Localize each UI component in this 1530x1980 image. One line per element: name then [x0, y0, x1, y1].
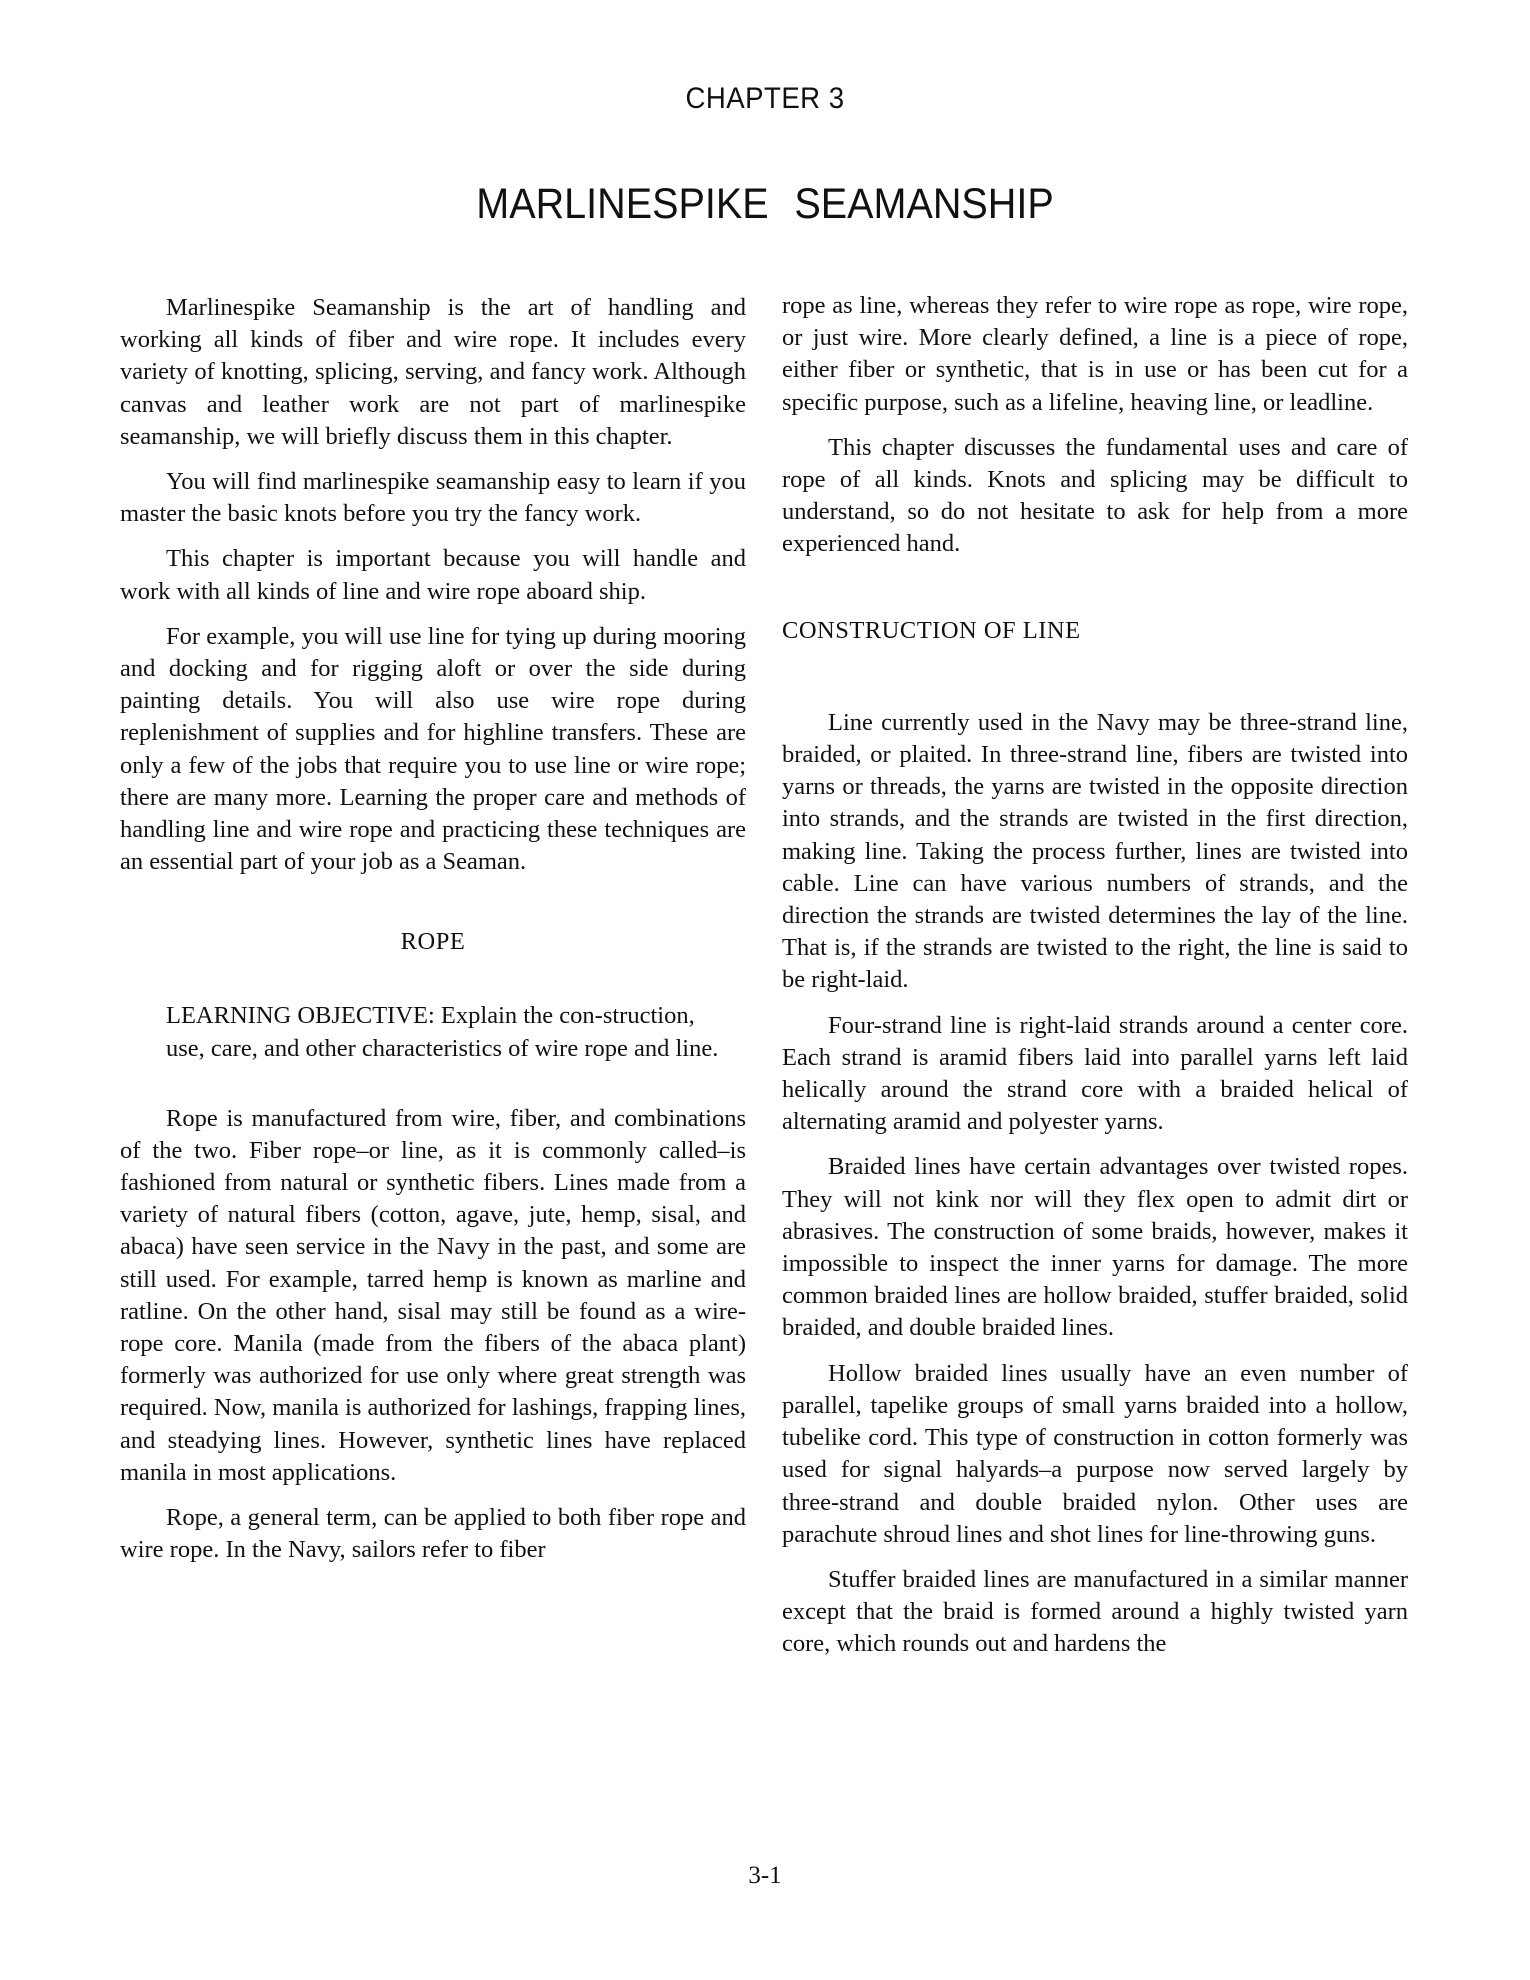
chapter-label: CHAPTER 3 — [685, 82, 845, 115]
paragraph: Marlinespike Seamanship is the art of handling and working all kinds of fiber and wire rope. It includes every variety of knotting, splicing, serving, and fancy work. Although canvas and leather work are not part of marlinespike seamanship, we will briefly discuss them in this chapter. — [120, 294, 746, 450]
paragraph: For example, you will use line for tying up during mooring and docking and for rigging aloft or over the side during painting details. You will also use wire rope during replenishment of supplies and for highline transfers. These are only a few of the jobs that require you to use line or wire rope; there are many more. Learning the proper care and methods of handling line and wire rope and practicing these techniques are an essential part of your job as a Seaman. — [120, 622, 746, 876]
section-heading-rope: ROPE — [400, 928, 466, 956]
left-column — [120, 292, 746, 1580]
right-column — [782, 290, 1408, 1674]
paragraph: Stuffer braided lines are manufactured in a similar manner except that the braid is formed around a highly twisted yarn core, which rounds out and hardens the — [782, 1565, 1408, 1658]
paragraph: Line currently used in the Navy may be three-strand line, braided, or plaited. In three-strand line, fibers are twisted into yarns or threads, the yarns are twisted in the opposite direction into strands, and the strands are twisted in the first direction, making line. Taking the process further, lines are twisted into cable. Line can have various numbers of strands, and the direction the strands are twisted determines the lay of the line. That is, if the strands are twisted to the right, the line is said to be right-laid. — [782, 708, 1408, 994]
chapter-title: MARLINESPIKE SEAMANSHIP — [476, 180, 1054, 228]
page-number: 3-1 — [748, 1862, 782, 1889]
paragraph: Hollow braided lines usually have an even number of parallel, tapelike groups of small yarns braided into a hollow, tubelike cord. This type of construction in cotton formerly was used for signal halyards–a purpose now served largely by three-strand and double braided nylon. Other uses are parachute shroud lines and shot lines for line-throwing guns. — [782, 1359, 1408, 1548]
paragraph: Rope is manufactured from wire, fiber, and combinations of the two. Fiber rope–or line, as it is commonly called–is fashioned from natural or synthetic fibers. Lines made from a variety of natural fibers (cotton, agave, jute, hemp, sisal, and abaca) have seen service in the Navy in the past, and some are still used. For example, tarred hemp is known as marline and ratline. On the other hand, sisal may still be found as a wire-rope core. Manila (made from the fibers of the abaca plant) formerly was authorized for use only where great strength was required. Now, manila is authorized for lashings, frapping lines, and steadying lines. However, synthetic lines have replaced manila in most applications. — [120, 1104, 746, 1486]
paragraph: You will find marlinespike seamanship easy to learn if you master the basic knots before you try the fancy work. — [120, 468, 746, 528]
paragraph: Braided lines have certain advantages over twisted ropes. They will not kink nor will they flex open to admit dirt or abrasives. The construction of some braids, however, makes it impossible to inspect the inner yarns for damage. The more common braided lines are hollow braided, stuffer braided, solid braided, and double braided lines. — [782, 1153, 1408, 1342]
paragraph: Four-strand line is right-laid strands around a center core. Each strand is aramid fibers laid into parallel yarns left laid helically around the strand core with a braided helical of alternating aramid and polyester yarns. — [782, 1011, 1408, 1136]
continued-paragraph: rope as line, whereas they refer to wire rope as rope, wire rope, or just wire. More clearly defined, a line is a piece of rope, either fiber or synthetic, that is in use or has been cut for a specific purpose, such as a lifeline, heaving line, or leadline. — [782, 292, 1408, 416]
section-heading-construction-of-line: CONSTRUCTION OF LINE — [782, 616, 1081, 644]
learning-objective: LEARNING OBJECTIVE: Explain the con-struction, use, care, and other characteristics of wire rope and line. — [166, 1001, 719, 1062]
paragraph: This chapter discusses the fundamental uses and care of rope of all kinds. Knots and splicing may be difficult to understand, so do not hesitate to ask for help from a more experienced hand. — [782, 433, 1408, 558]
paragraph: This chapter is important because you will handle and work with all kinds of line and wire rope aboard ship. — [120, 545, 746, 605]
paragraph: Rope, a general term, can be applied to both fiber rope and wire rope. In the Navy, sailors refer to fiber — [120, 1504, 746, 1564]
